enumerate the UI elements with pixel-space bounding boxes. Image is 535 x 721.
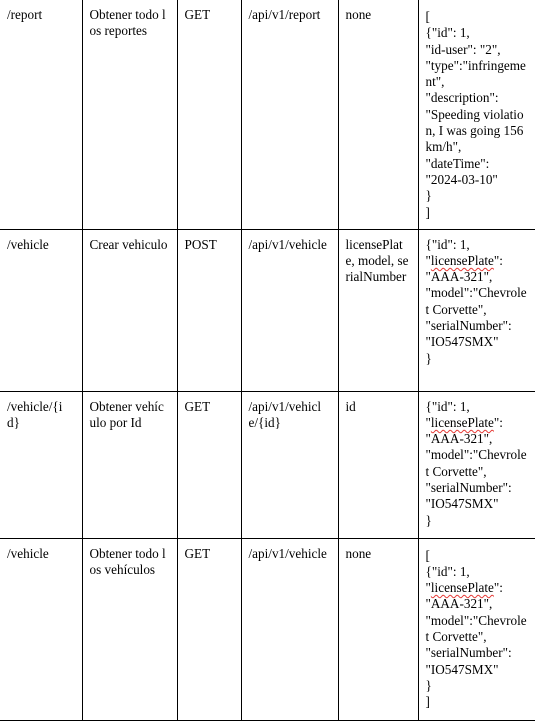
response-line: "2024-03-10" [425,171,498,187]
method-cell [177,0,241,229]
response-line-misspelled [426,253,529,269]
endpoint-cell [241,0,338,229]
response-json [426,399,529,529]
response-line-misspelled [426,415,529,431]
route-text: /report [7,7,43,22]
method-text: GET [184,7,211,22]
response-line: "dateTime": [425,155,490,171]
params-text: id [345,398,356,414]
response-line: [ [425,547,430,563]
response-line: "serialNumber": [425,645,512,661]
params-text: licensePlate, model, serialNumber [345,236,409,285]
table-row-vehicle-list [0,538,535,720]
response-line: ] [425,694,430,710]
endpoint-text: /api/v1/vehicle [248,545,327,561]
response-line: "description": [425,90,499,106]
spellcheck-flagged-word: licensePlate [430,252,494,268]
response-line: {"id": 1, [425,563,470,579]
method-text: POST [184,236,217,252]
description-text: Obtener todo los vehículos [89,545,166,577]
description-text: Crear vehiculo [89,236,168,252]
response-json [426,548,529,711]
response-line: {"id": 1, [425,236,470,252]
description-cell [82,538,177,720]
method-text: GET [184,545,211,561]
table-row-vehicle-create [0,229,535,391]
response-line: "model":"Chevrolet Corvette", [425,447,527,479]
endpoint-text: /api/v1/vehicle/{id} [248,398,322,430]
response-line: } [425,188,432,204]
params-cell [338,0,418,229]
response-line: "IO547SMX" [425,334,499,350]
response-line: {"id": 1, [425,398,470,414]
response-line-prefix: " [425,580,431,596]
response-line: ] [425,204,430,220]
params-text: none [345,7,372,22]
endpoint-cell [241,391,338,538]
method-cell [177,229,241,391]
response-line: "IO547SMX" [425,496,499,512]
route-cell [0,229,82,391]
response-line: "model":"Chevrolet Corvette", [425,612,527,644]
response-line-suffix: ": [493,580,503,596]
response-line-prefix: " [425,414,431,430]
response-line-prefix: " [425,252,431,268]
response-json [426,9,529,221]
response-cell [418,538,535,720]
response-line: "serialNumber": [425,317,512,333]
endpoint-cell [241,538,338,720]
response-json [426,237,529,367]
table-row-vehicle-get-by-id [0,391,535,538]
route-cell [0,538,82,720]
params-cell [338,391,418,538]
response-line: } [425,512,432,528]
description-cell [82,229,177,391]
response-line: "Speeding violation, I was going 156km/h", [425,106,524,155]
response-line: "type":"infringement", [425,57,526,90]
response-cell [418,0,535,229]
method-cell [177,538,241,720]
route-cell [0,0,82,229]
endpoint-cell [241,229,338,391]
description-cell [82,0,177,229]
response-line: "AAA-321", [425,269,493,285]
response-line: "AAA-321", [425,596,493,612]
response-line: "serialNumber": [425,479,512,495]
response-line: "IO547SMX" [425,661,499,677]
params-text: none [345,545,372,561]
response-line: "AAA-321", [425,431,493,447]
endpoint-text: /api/v1/report [248,7,321,22]
params-cell [338,538,418,720]
response-line: } [425,350,432,366]
route-text: /vehicle/{id} [7,398,63,430]
route-cell [0,391,82,538]
response-line-misspelled [426,580,529,596]
response-line-suffix: ": [493,414,503,430]
description-text: Obtener vehículo por Id [89,398,164,430]
response-line: "id-user": "2", [425,41,501,57]
response-line: {"id": 1, [425,25,470,41]
response-line: "model":"Chevrolet Corvette", [425,285,527,317]
method-text: GET [184,398,211,414]
description-cell [82,391,177,538]
description-text: Obtener todo los reportes [89,7,166,39]
params-cell [338,229,418,391]
response-cell [418,391,535,538]
spellcheck-flagged-word: licensePlate [430,580,494,596]
route-text: /vehicle [7,236,49,252]
table-row-report-list [0,0,535,229]
response-line: } [425,677,432,693]
response-line-suffix: ": [493,252,503,268]
response-line: [ [425,9,430,24]
response-cell [418,229,535,391]
endpoint-text: /api/v1/vehicle [248,236,327,252]
route-text: /vehicle [7,545,49,561]
spellcheck-flagged-word: licensePlate [430,414,494,430]
method-cell [177,391,241,538]
